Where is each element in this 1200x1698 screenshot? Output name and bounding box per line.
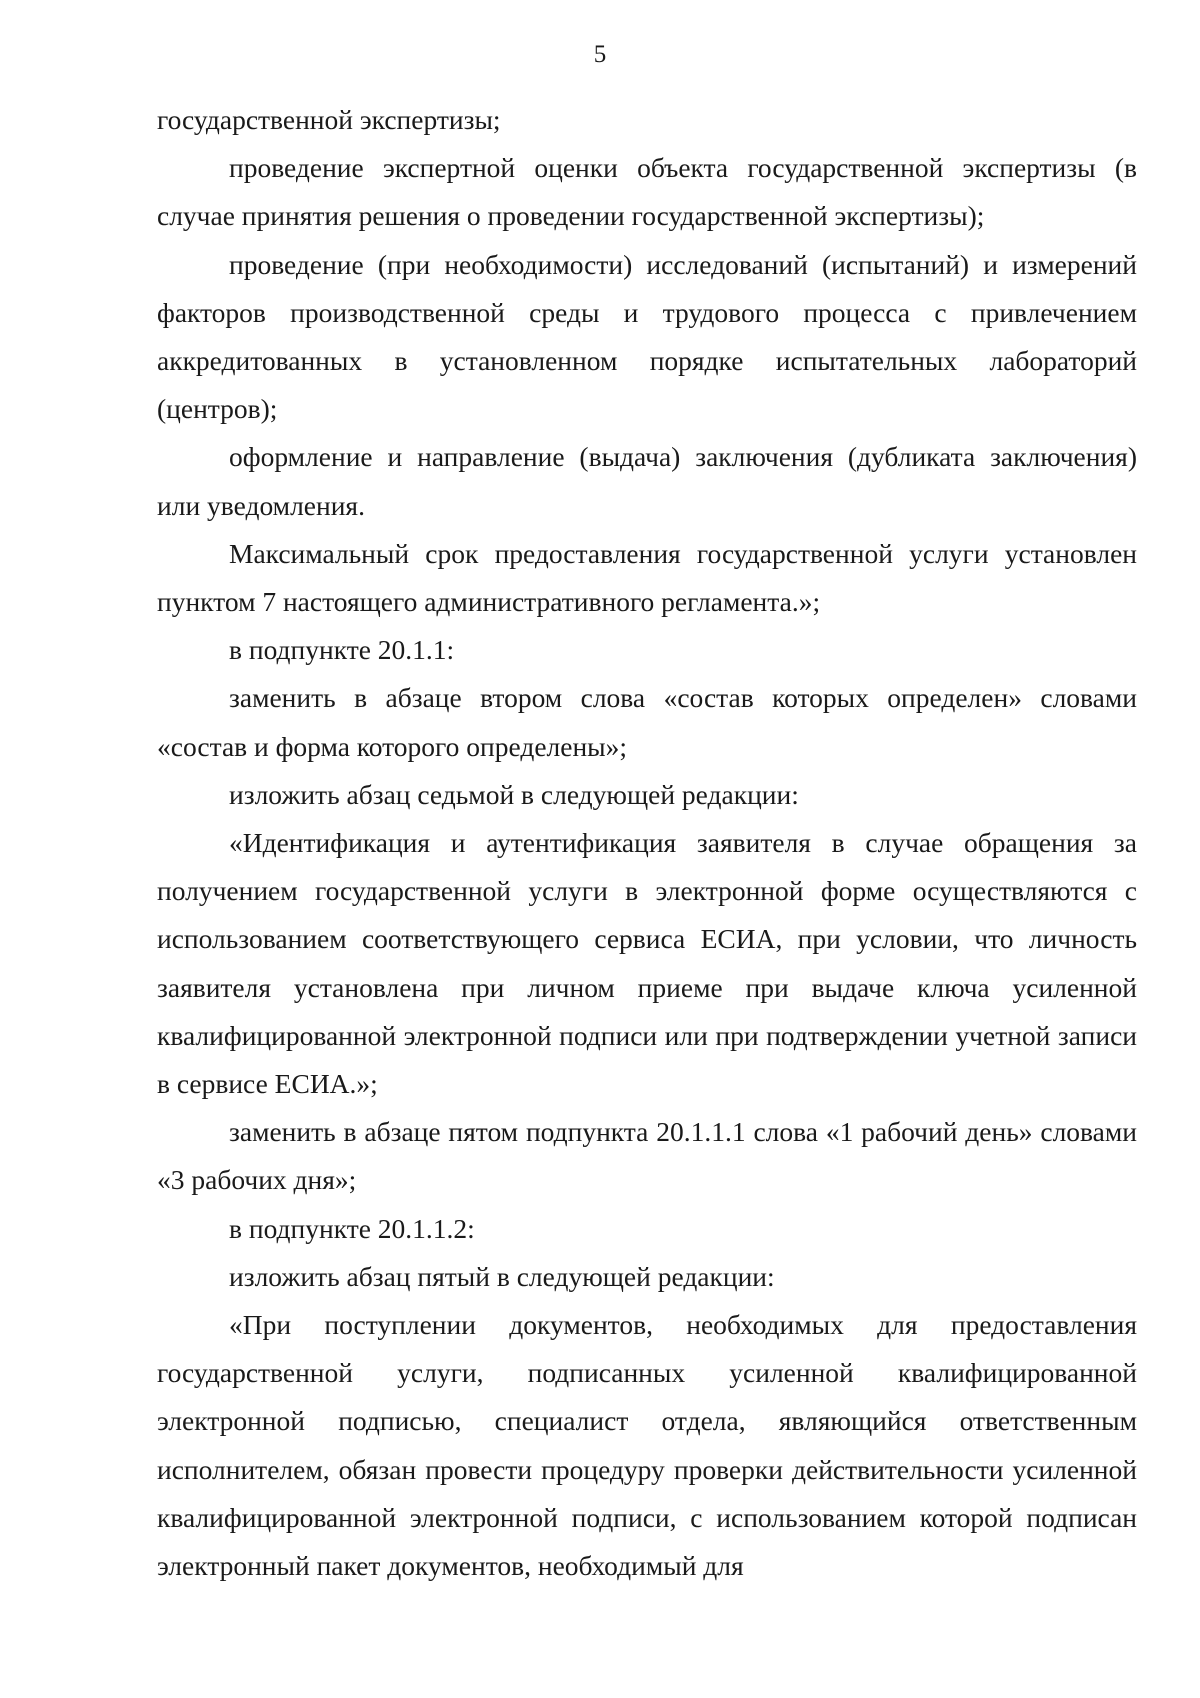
paragraph-replace-days: заменить в абзаце пятом подпункта 20.1.1.1 слова «1 рабочий день» словами «3 рабочих дня»; (157, 1116, 1137, 1196)
paragraph-fifth-abzac: изложить абзац пятый в следующей редакции: (229, 1260, 775, 1292)
paragraph-replace-words: заменить в абзаце втором слова «состав которых определен» словами «состав и форма которого определены»; (157, 682, 1137, 762)
paragraph-identification: «Идентификация и аутентификация заявителя в случае обращения за получением государственной услуги в электронной форме осуществляются с использованием соответствующего сервиса ЕСИА, при условии, что личность заявителя установлена при личном приеме при выдаче ключа усиленной квалифицированной электронной подписи или при подтверждении учетной записи в сервисе ЕСИА.»; (157, 827, 1137, 1100)
paragraph-continuation: государственной экспертизы; (157, 104, 501, 135)
document-body (157, 96, 1137, 1590)
paragraph-documents-receipt: «При поступлении документов, необходимых для предоставления государственной услуги, подписанных усиленной квалифицированной электронной подписью, специалист отдела, являющийся ответственным исполнителем, обязан провести процедуру проверки действительности усиленной квалифицированной электронной подписи, с использованием которой подписан электронный пакет документов, необходимый для (157, 1309, 1137, 1582)
page-number: 5 (593, 41, 607, 68)
paragraph-subitem-20-1-1: в подпункте 20.1.1: (229, 634, 455, 666)
paragraph-research: проведение (при необходимости) исследований (испытаний) и измерений факторов производственной среды и трудового процесса с привлечением аккредитованных в установленном порядке испытательных лабораторий (центров); (157, 248, 1137, 425)
paragraph-max-term: Максимальный срок предоставления государственной услуги установлен пунктом 7 настоящего административного регламента.»; (157, 537, 1137, 618)
paragraph-seventh-abzac: изложить абзац седьмой в следующей редакции: (229, 778, 799, 810)
paragraph-expert-assessment: проведение экспертной оценки объекта государственной экспертизы (в случае принятия решения о проведении государственной экспертизы); (157, 152, 1137, 232)
paragraph-subitem-20-1-1-2: в подпункте 20.1.1.2: (229, 1212, 475, 1244)
paragraph-conclusion: оформление и направление (выдача) заключения (дубликата заключения) или уведомления. (157, 441, 1137, 521)
